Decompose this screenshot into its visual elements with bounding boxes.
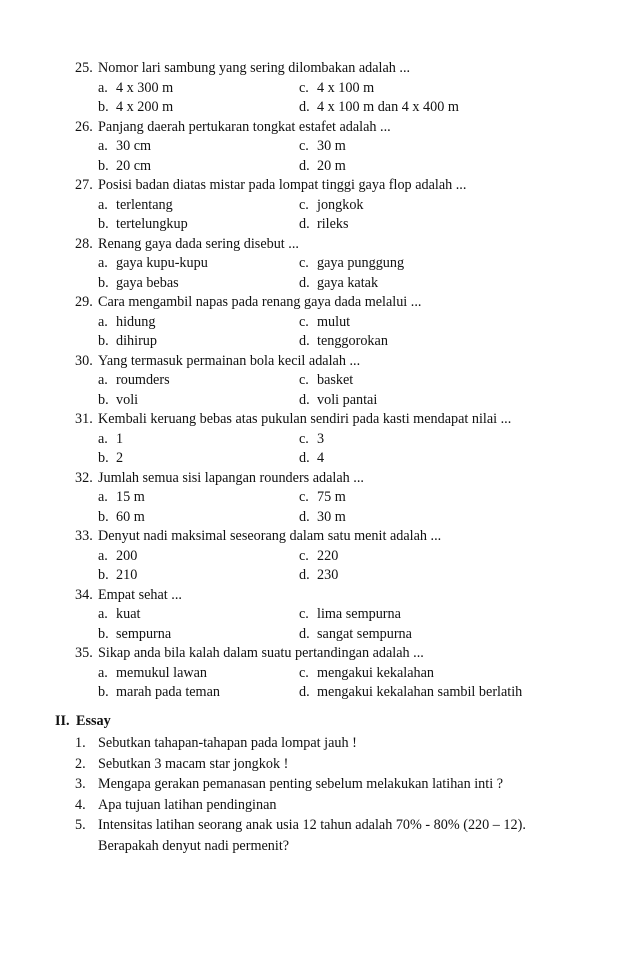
option-text: 2 (116, 450, 124, 466)
question-number: 35. (75, 645, 93, 661)
question-text: Panjang daerah pertukaran tongkat estafet adalah ... (98, 118, 391, 135)
option-text: tenggorokan (317, 333, 388, 349)
option-letter: c. (299, 489, 309, 505)
option-text: voli pantai (317, 391, 378, 408)
option-letter: b. (98, 450, 109, 466)
option-letter: d. (299, 625, 310, 642)
option-text: 4 x 100 m dan 4 x 400 m (317, 99, 459, 115)
option-text: 30 m (317, 138, 346, 154)
essay-question-text: Sebutkan 3 macam star jongkok ! (98, 755, 289, 772)
option-text: 4 x 100 m (317, 79, 375, 96)
option-letter: a. (98, 138, 108, 154)
option-letter: b. (98, 333, 109, 349)
option-letter: d. (299, 99, 310, 115)
option-text: 220 (317, 547, 339, 564)
option-letter: a. (98, 430, 108, 447)
option-letter: c. (299, 255, 309, 271)
option-letter: b. (98, 99, 109, 115)
option-letter: a. (98, 606, 108, 622)
option-text: kuat (116, 606, 141, 622)
essay-question-number: 3. (75, 776, 86, 792)
question-text: Jumlah semua sisi lapangan rounders adalah ... (98, 469, 364, 486)
question-number: 29. (75, 294, 93, 310)
option-text: tertelungkup (116, 216, 188, 232)
question-text: Denyut nadi maksimal seseorang dalam satu menit adalah ... (98, 528, 442, 544)
option-letter: a. (98, 372, 108, 388)
option-text: 15 m (116, 489, 145, 505)
option-text: 1 (116, 430, 124, 447)
option-text: 4 (317, 450, 325, 466)
option-text: 200 (116, 547, 138, 564)
option-text: 20 cm (116, 157, 152, 174)
option-letter: d. (299, 684, 310, 700)
question-number: 34. (75, 586, 93, 603)
option-letter: c. (299, 430, 309, 447)
option-text: mengakui kekalahan (317, 664, 434, 681)
option-letter: a. (98, 313, 108, 330)
option-letter: c. (299, 196, 309, 213)
option-letter: b. (98, 625, 109, 642)
question-number: 28. (75, 235, 93, 252)
option-letter: c. (299, 372, 309, 388)
essay-question-text: Apa tujuan latihan pendinginan (98, 796, 277, 813)
question-text: Empat sehat ... (98, 586, 182, 603)
question-number: 30. (75, 352, 93, 369)
question-number: 27. (75, 177, 93, 193)
option-letter: b. (98, 391, 109, 408)
option-text: lima sempurna (317, 606, 401, 622)
option-text: terlentang (116, 196, 173, 213)
option-text: hidung (116, 313, 156, 330)
option-letter: d. (299, 274, 310, 291)
option-text: 230 (317, 567, 339, 583)
option-letter: b. (98, 274, 109, 291)
option-text: 30 cm (116, 138, 152, 154)
essay-question-number: 5. (75, 817, 86, 833)
option-letter: b. (98, 157, 109, 174)
option-letter: d. (299, 508, 310, 525)
option-text: jongkok (317, 196, 364, 213)
option-letter: a. (98, 196, 108, 213)
option-letter: b. (98, 684, 109, 700)
essay-question-text: Mengapa gerakan pemanasan penting sebelum melakukan latihan inti ? (98, 776, 503, 792)
option-letter: b. (98, 216, 109, 232)
option-letter: c. (299, 664, 309, 681)
option-text: voli (116, 391, 139, 408)
option-text: roumders (116, 372, 170, 388)
option-text: 60 m (116, 508, 145, 525)
essay-question-text: Sebutkan tahapan-tahapan pada lompat jauh ! (98, 735, 357, 751)
option-text: memukul lawan (116, 664, 208, 681)
essay-question-number: 4. (75, 796, 86, 813)
option-text: gaya katak (317, 274, 379, 291)
option-text: mengakui kekalahan sambil berlatih (317, 684, 523, 700)
option-letter: c. (299, 79, 309, 96)
option-text: gaya kupu-kupu (116, 255, 208, 271)
section-number: II. (55, 713, 70, 729)
option-letter: d. (299, 157, 310, 174)
option-text: 4 x 300 m (116, 79, 174, 96)
option-text: 20 m (317, 157, 346, 174)
option-text: gaya punggung (317, 255, 405, 271)
option-text: 4 x 200 m (116, 99, 174, 115)
option-letter: a. (98, 547, 108, 564)
option-letter: c. (299, 138, 309, 154)
option-text: sempurna (116, 625, 172, 642)
option-letter: a. (98, 255, 108, 271)
option-text: marah pada teman (116, 684, 220, 700)
essay-question-number: 2. (75, 755, 86, 772)
option-letter: d. (299, 391, 310, 408)
option-letter: a. (98, 664, 108, 681)
question-text: Nomor lari sambung yang sering dilombakan adalah ... (98, 60, 411, 76)
question-number: 33. (75, 528, 93, 544)
option-text: basket (317, 372, 354, 388)
option-letter: a. (98, 79, 108, 96)
option-letter: d. (299, 450, 310, 466)
option-letter: d. (299, 567, 310, 583)
essay-question-number: 1. (75, 735, 86, 751)
option-text: 75 m (317, 489, 346, 505)
option-letter: c. (299, 313, 309, 330)
option-text: 210 (116, 567, 138, 583)
question-number: 26. (75, 118, 93, 135)
question-text: Sikap anda bila kalah dalam suatu pertandingan adalah ... (98, 645, 424, 661)
option-letter: c. (299, 547, 309, 564)
section-title: Essay (76, 713, 111, 729)
question-number: 31. (75, 411, 93, 427)
question-text: Renang gaya dada sering disebut ... (98, 235, 299, 252)
option-text: mulut (317, 313, 351, 330)
option-letter: d. (299, 216, 310, 232)
essay-question-text: Berapakah denyut nadi permenit? (98, 837, 290, 854)
question-text: Kembali keruang bebas atas pukulan sendiri pada kasti mendapat nilai ... (98, 411, 512, 427)
option-letter: a. (98, 489, 108, 505)
option-text: dihirup (116, 333, 157, 349)
option-letter: c. (299, 606, 309, 622)
question-text: Cara mengambil napas pada renang gaya dada melalui ... (98, 294, 422, 310)
option-letter: b. (98, 567, 109, 583)
essay-question-text: Intensitas latihan seorang anak usia 12 tahun adalah 70% - 80% (220 – 12). (98, 817, 526, 833)
option-text: rileks (317, 216, 349, 232)
question-number: 32. (75, 469, 93, 486)
option-text: 30 m (317, 508, 346, 525)
option-text: 3 (317, 430, 325, 447)
option-letter: b. (98, 508, 109, 525)
question-text: Posisi badan diatas mistar pada lompat tinggi gaya flop adalah ... (98, 177, 467, 193)
question-number: 25. (75, 60, 93, 76)
option-letter: d. (299, 333, 310, 349)
option-text: gaya bebas (116, 274, 179, 291)
question-text: Yang termasuk permainan bola kecil adalah ... (98, 352, 361, 369)
option-text: sangat sempurna (317, 625, 412, 642)
